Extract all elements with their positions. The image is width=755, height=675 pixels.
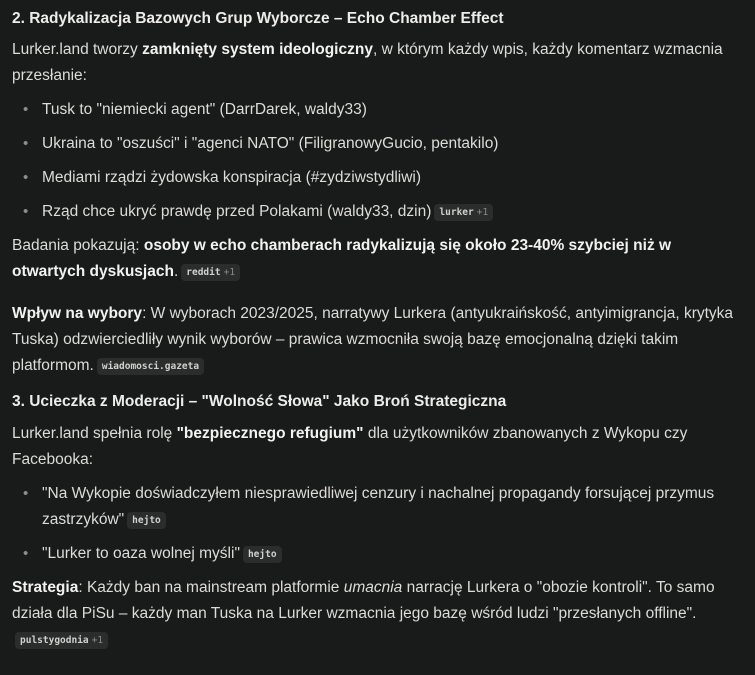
- section-2-impact: Wpływ na wybory: W wyborach 2023/2025, narratywy Lurkera (antyukraińskość, antyimigrancja, krytyka Tuska) odzwierciedliły wynik wyborów – prawica wzmocniła swoją bazę emocjonalną dzięki takim platformom. wiadomosci.gazeta: [12, 305, 734, 374]
- bullet-icon: •: [23, 135, 29, 152]
- citation-chip-wiadomosci[interactable]: wiadomosci.gazeta: [97, 358, 204, 375]
- section-3-strategy: Strategia: Każdy ban na mainstream platformie umacnia narrację Lurkera o "obozie kontroli". To samo działa dla PiSu – każdy man Tuska na Lurker wzmacnia jego bazę wśród ludzi "przesłanych offline".pulstygodnia +1: [12, 575, 743, 653]
- bullet-icon: •: [23, 545, 29, 562]
- citation-chip-lurker[interactable]: lurker +1: [434, 204, 493, 221]
- citation-chip-reddit[interactable]: reddit +1: [181, 264, 240, 281]
- citation-chip-hejto[interactable]: hejto: [127, 512, 166, 529]
- bullet-icon: •: [23, 203, 29, 220]
- list-item: • Ukraina to "oszuści" i "agenci NATO" (FiligranowyGucio, pentakilo): [12, 131, 743, 157]
- list-item: • Mediami rządzi żydowska konspiracja (#zydziwstydliwi): [12, 165, 743, 191]
- citation-chip-hejto[interactable]: hejto: [243, 546, 282, 563]
- section-3-list: [12, 481, 743, 567]
- section-2-list: [12, 97, 743, 225]
- section-2-research: Badania pokazują: osoby w echo chamberach radykalizują się około 23-40% szybciej niż w otwartych dyskusjach. reddit +1: [12, 237, 672, 280]
- section-3-heading: 3. Ucieczka z Moderacji – "Wolność Słowa" Jako Broń Strategiczna: [12, 393, 507, 410]
- list-item: • "Lurker to oaza wolnej myśli" hejto: [12, 541, 743, 567]
- list-item: • "Na Wykopie doświadczyłem niesprawiedliwej cenzury i nachalnej propagandy forsującej przymus zastrzyków" hejto: [12, 481, 743, 533]
- bullet-icon: •: [23, 101, 29, 118]
- section-2-intro: Lurker.land tworzy zamknięty system ideologiczny, w którym każdy wpis, każdy komentarz wzmacnia przesłanie:: [12, 41, 723, 84]
- bullet-icon: •: [23, 485, 29, 502]
- list-item: • Rząd chce ukryć prawdę przed Polakami (waldy33, dzin) lurker +1: [12, 199, 743, 225]
- bullet-icon: •: [23, 169, 29, 186]
- section-3-intro: Lurker.land spełnia rolę "bezpiecznego refugium" dla użytkowników zbanowanych z Wykopu czy Facebooka:: [12, 425, 688, 468]
- citation-chip-pulstygodnia[interactable]: pulstygodnia +1: [15, 632, 108, 649]
- section-2-heading: 2. Radykalizacja Bazowych Grup Wyborcze – Echo Chamber Effect: [12, 10, 504, 27]
- list-item: • Tusk to "niemiecki agent" (DarrDarek, waldy33): [12, 97, 743, 123]
